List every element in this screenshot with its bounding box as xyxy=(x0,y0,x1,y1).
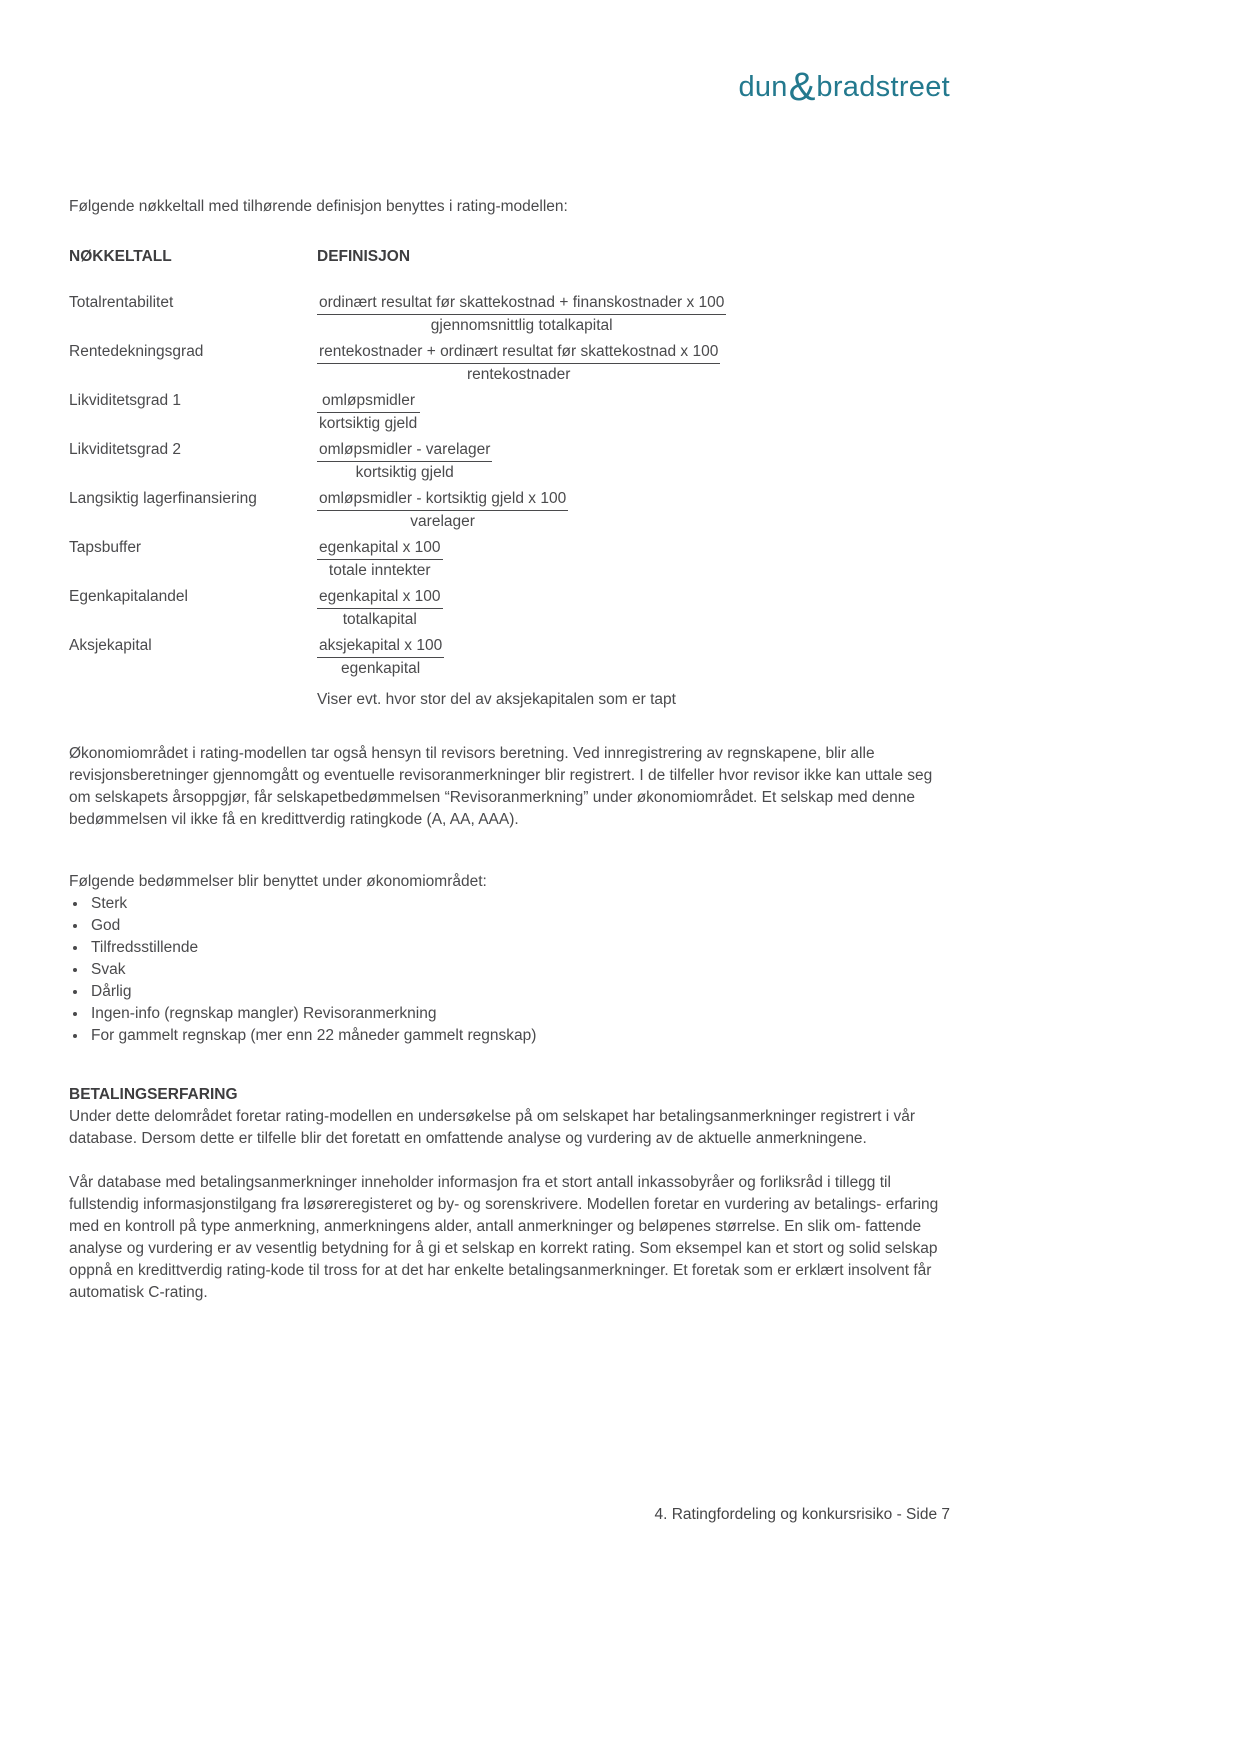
payment-paragraph-1: Under dette delområdet foretar rating-modellen en undersøkelse på om selskapet har betalingsanmerkninger registrert i vår database. Dersom dette er tilfelle blir det foretatt en omfattende analyse og vurdering av de aktuelle anmerkningene. xyxy=(69,1108,916,1147)
logo-ampersand-icon: & xyxy=(788,65,816,109)
formula-denominator: rentekostnader xyxy=(466,366,571,383)
formula-denominator: kortsiktig gjeld xyxy=(319,415,418,432)
assessment-item: • God xyxy=(88,915,950,937)
logo-text-dun: dun xyxy=(738,71,788,103)
table-row xyxy=(69,488,950,533)
formula-denominator: totalkapital xyxy=(342,611,417,628)
assessment-item: • Svak xyxy=(88,959,950,981)
key-figures-table xyxy=(69,246,950,711)
formula-denominator: kortsiktig gjeld xyxy=(355,464,454,481)
formula-numerator: omløpsmidler - kortsiktig gjeld x 100 xyxy=(317,488,568,511)
formula-numerator: egenkapital x 100 xyxy=(317,537,443,560)
formula-fraction xyxy=(317,586,443,631)
formula-fraction xyxy=(317,635,444,680)
key-figure-label: Langsiktig lagerfinansiering xyxy=(69,490,257,507)
page-footer: 4. Ratingfordeling og konkursrisiko - Side 7 xyxy=(654,1506,950,1523)
table-note-row xyxy=(69,689,950,711)
table-row xyxy=(69,390,950,435)
assessments-intro: Følgende bedømmelser blir benyttet under økonomiområdet: xyxy=(69,873,487,890)
formula-fraction xyxy=(317,341,720,386)
logo-text-bradstreet: bradstreet xyxy=(816,71,950,103)
key-figure-label: Egenkapitalandel xyxy=(69,588,188,605)
formula-denominator: egenkapital xyxy=(340,660,421,677)
assessment-item: • Sterk xyxy=(88,893,950,915)
formula-numerator: omløpsmidler xyxy=(317,390,420,413)
formula-note: Viser evt. hvor stor del av aksjekapitalen som er tapt xyxy=(317,691,676,708)
table-row xyxy=(69,635,950,680)
key-figure-label: Aksjekapital xyxy=(69,637,152,654)
betalingserfaring-heading: BETALINGSERFARING xyxy=(69,1086,238,1103)
assessment-item: • Dårlig xyxy=(88,981,950,1003)
formula-numerator: rentekostnader + ordinært resultat før skattekostnad x 100 xyxy=(317,341,720,364)
intro-text: Følgende nøkkeltall med tilhørende definisjon benyttes i rating-modellen: xyxy=(69,198,568,215)
formula-numerator: aksjekapital x 100 xyxy=(317,635,444,658)
formula-fraction xyxy=(317,390,420,435)
formula-fraction xyxy=(317,439,492,484)
economy-paragraph: Økonomiområdet i rating-modellen tar også hensyn til revisors beretning. Ved innregistrering av regnskapene, blir alle revisjonsberetninger gjennomgått og eventuelle revisoranmerkninger blir registrert. I de tilfeller hvor revisor ikke kan uttale seg om selskapets årsoppgjør, får selskapetbedømmelsen “Revisoranmerkning” under økonomiområdet. Et selskap med denne bedømmelsen vil ikke få en kredittverdig ratingkode (A, AA, AAA). xyxy=(69,745,933,828)
assessments-list xyxy=(69,893,950,1047)
formula-denominator: varelager xyxy=(410,513,475,530)
formula-numerator: omløpsmidler - varelager xyxy=(317,439,492,462)
key-figure-label: Likviditetsgrad 2 xyxy=(69,441,182,458)
payment-paragraph-2: Vår database med betalingsanmerkninger inneholder informasjon fra et stort antall inkassobyråer og forliksråd i tillegg til fullstendig informasjonstilgang fra løsøreregisteret og by- og sorenskrivere. Modellen foretar en vurdering av betalings- erfaring med en kontroll på type anmerkning, anmerkningens alder, antall anmerkninger og beløpenes størrelse. En slik om- fattende analyse og vurdering er av vesentlig betydning for å gi et selskap en korrekt rating. Som eksempel kan et stort og solid selskap oppnå en kredittverdig rating-kode til tross for at det har enkelte betalingsanmerkninger. Et foretak som er erklært insolvent får automatisk C-rating. xyxy=(69,1174,939,1301)
formula-fraction xyxy=(317,488,568,533)
assessment-item: • Tilfredsstillende xyxy=(88,937,950,959)
column-header-definisjon: DEFINISJON xyxy=(317,248,411,265)
formula-numerator: egenkapital x 100 xyxy=(317,586,443,609)
column-header-nokkeltall: NØKKELTALL xyxy=(69,248,172,265)
formula-numerator: ordinært resultat før skattekostnad + finanskostnader x 100 xyxy=(317,292,726,315)
dnb-logo xyxy=(69,65,950,116)
key-figure-label: Rentedekningsgrad xyxy=(69,343,204,360)
assessment-item: • Ingen-info (regnskap mangler) Revisoranmerkning xyxy=(88,1003,950,1025)
table-row xyxy=(69,586,950,631)
table-row xyxy=(69,341,950,386)
table-row xyxy=(69,292,950,337)
formula-denominator: gjennomsnittlig totalkapital xyxy=(430,317,613,334)
formula-denominator: totale inntekter xyxy=(328,562,431,579)
formula-fraction xyxy=(317,292,726,337)
table-row xyxy=(69,439,950,484)
assessment-item: • For gammelt regnskap (mer enn 22 måneder gammelt regnskap) xyxy=(88,1025,950,1047)
table-row xyxy=(69,537,950,582)
table-header-row xyxy=(69,246,950,268)
key-figure-label: Tapsbuffer xyxy=(69,539,142,556)
key-figure-label: Likviditetsgrad 1 xyxy=(69,392,182,409)
key-figure-label: Totalrentabilitet xyxy=(69,294,174,311)
formula-fraction xyxy=(317,537,443,582)
